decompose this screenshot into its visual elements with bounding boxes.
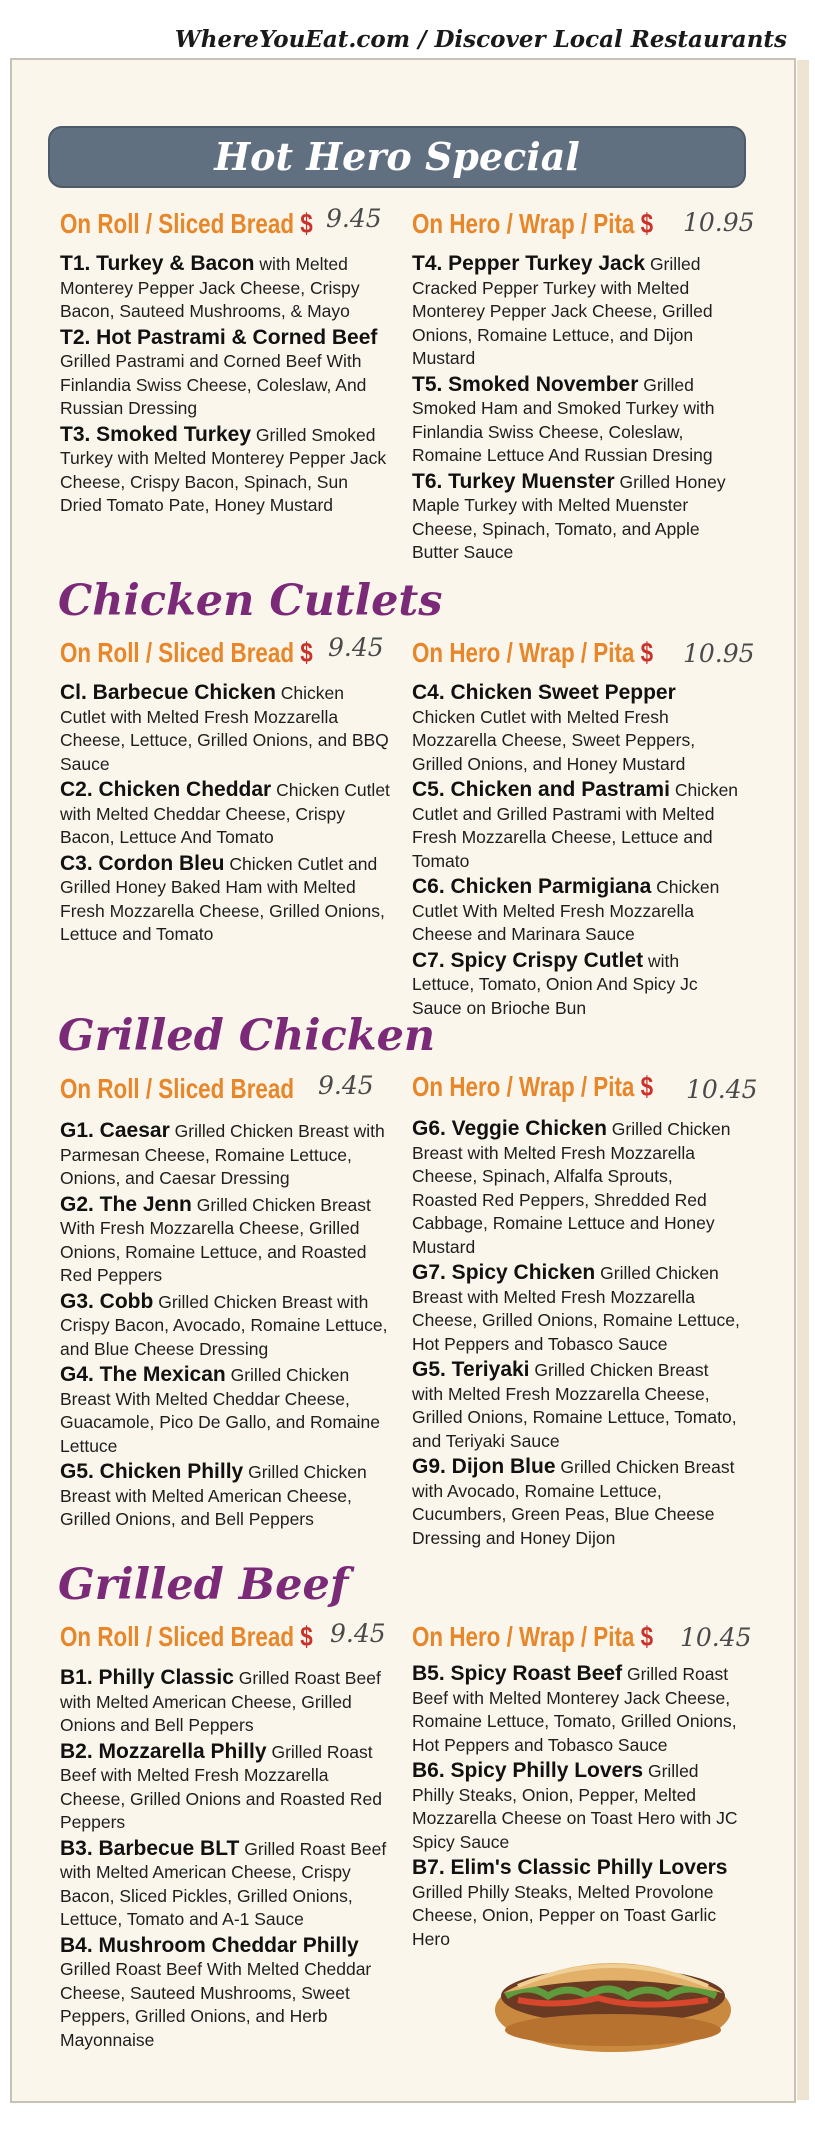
item-name: T5. Smoked November — [412, 372, 639, 396]
item-name: B4. Mushroom Cheddar Philly — [60, 1933, 359, 1957]
price-roll: 9.45 — [330, 1619, 386, 1648]
menu-item — [60, 778, 390, 850]
price-hero: 10.95 — [683, 639, 755, 668]
menu-item — [412, 1261, 742, 1356]
item-name: Cl. Barbecue Chicken — [60, 681, 276, 704]
section-title-grilled-chicken: Grilled Chicken — [58, 1011, 436, 1061]
menu-item — [60, 1837, 390, 1932]
item-list-left — [60, 1666, 390, 2054]
section-title-chicken-cutlets: Chicken Cutlets — [58, 576, 443, 626]
item-name: B5. Spicy Roast Beef — [412, 1662, 623, 1685]
item-name: B3. Barbecue BLT — [60, 1836, 240, 1860]
item-description: Chicken Cutlet and Grilled Pastrami with Melted Fresh Mozzarella Cheese, Lettuce and Tomato — [412, 780, 739, 871]
menu-item — [412, 681, 742, 776]
item-description: Grilled Philly Steaks, Onion, Pepper, Melted Mozzarella Cheese on Toast Hero with JC Spicy Sauce — [412, 1761, 738, 1852]
item-description: Grilled Chicken Breast With Fresh Mozzarella Cheese, Grilled Onions, Romaine Lettuce, and Roasted Red Peppers — [60, 1194, 371, 1285]
item-description: Chicken Cutlet with Melted Fresh Mozzarella Cheese, Sweet Peppers, Grilled Onions, and Honey Mustard — [412, 706, 696, 774]
item-description: Grilled Chicken Breast with Melted Fresh Mozzarella Cheese, Grilled Onions, Romaine Lettuce, Hot Peppers and Tobasco Sauce — [412, 1263, 740, 1354]
col-heading-hero: On Hero / Wrap / Pita $ — [412, 1071, 654, 1102]
col-heading-roll: On Roll / Sliced Bread $ — [60, 1621, 313, 1652]
menu-item — [412, 373, 742, 468]
item-name: C2. Chicken Cheddar — [60, 778, 272, 801]
menu-item — [412, 1455, 742, 1550]
item-name: G1. Caesar — [60, 1119, 170, 1142]
menu-item — [60, 1666, 390, 1738]
hot-hero-banner — [48, 126, 746, 188]
item-name: G3. Cobb — [60, 1289, 154, 1313]
item-description: Grilled Smoked Turkey with Melted Monterey Pepper Jack Cheese, Crispy Bacon, Spinach, Sun Dried Tomato Pate, Honey Mustard — [60, 424, 387, 515]
menu-item — [60, 252, 390, 324]
item-name: G5. Teriyaki — [412, 1358, 530, 1381]
item-description: Grilled Chicken Breast with Melted Fresh Mozzarella Cheese, Grilled Onions, Romaine Lettuce, Tomato, and Teriyaki Sauce — [412, 1360, 737, 1451]
menu-item — [412, 778, 742, 873]
item-description: Chicken Cutlet with Melted Fresh Mozzarella Cheese, Lettuce, Grilled Onions, and BBQ Sauce — [60, 683, 389, 774]
item-description: Chicken Cutlet With Melted Fresh Mozzarella Cheese and Marinara Sauce — [412, 877, 720, 944]
item-name: G6. Veggie Chicken — [412, 1117, 607, 1140]
item-description: Chicken Cutlet with Melted Cheddar Cheese, Crispy Bacon, Lettuce And Tomato — [60, 780, 390, 847]
item-name: T6. Turkey Muenster — [412, 469, 615, 493]
item-description: Grilled Chicken Breast with Melted Fresh Mozzarella Cheese, Spinach, Alfalfa Sprouts, Roasted Red Peppers, Shredded Red Cabbage, Romaine Lettuce and Honey Mustard — [412, 1119, 731, 1257]
menu-item — [60, 681, 390, 776]
menu-item — [412, 252, 742, 371]
menu-item — [412, 1759, 742, 1854]
menu-item — [60, 1934, 390, 2053]
item-description: Grilled Chicken Breast with Parmesan Cheese, Romaine Lettuce, Onions, and Caesar Dressing — [60, 1121, 385, 1188]
item-description: Chicken Cutlet and Grilled Honey Baked Ham with Melted Fresh Mozzarella Cheese, Grilled Onions, Lettuce and Tomato — [60, 853, 385, 944]
item-name: B7. Elim's Classic Philly Lovers — [412, 1856, 728, 1879]
col-heading-roll: On Roll / Sliced Bread $ — [60, 208, 313, 239]
item-description: Grilled Chicken Breast with Melted American Cheese, Grilled Onions, and Bell Peppers — [60, 1462, 367, 1529]
site-header[interactable]: WhereYouEat.com / Discover Local Restaurants — [174, 26, 787, 53]
item-description: Grilled Chicken Breast With Melted Cheddar Cheese, Guacamole, Pico De Gallo, and Romaine Lettuce — [60, 1365, 381, 1456]
item-name: B2. Mozzarella Philly — [60, 1739, 267, 1763]
item-list-right — [412, 1117, 742, 1552]
menu-item — [412, 1662, 742, 1757]
menu-item — [412, 949, 742, 1021]
item-description: Grilled Roast Beef with Melted Monterey Jack Cheese, Romaine Lettuce, Tomato, Grilled Onions, Hot Peppers and Tobasco Sauce — [412, 1664, 737, 1755]
item-description: Grilled Roast Beef With Melted Cheddar Cheese, Sauteed Mushrooms, Sweet Peppers, Grilled Onions, and Herb Mayonnaise — [60, 1959, 372, 2050]
item-name: T3. Smoked Turkey — [60, 422, 252, 446]
item-description: with Lettuce, Tomato, Onion And Spicy Jc Sauce on Brioche Bun — [412, 950, 698, 1018]
item-name: G5. Chicken Philly — [60, 1460, 244, 1483]
item-list-right — [412, 252, 742, 567]
menu-item — [412, 1117, 742, 1259]
item-list-right — [412, 681, 742, 1022]
item-list-left — [60, 1119, 390, 1534]
item-description: Grilled Roast Beef with Melted American Cheese, Grilled Onions and Bell Peppers — [60, 1668, 381, 1735]
item-list-left — [60, 252, 390, 520]
item-name: T2. Hot Pastrami & Corned Beef — [60, 325, 378, 349]
menu-item — [412, 875, 742, 947]
menu-item — [60, 852, 390, 947]
menu-item — [412, 1856, 742, 1951]
philly-sandwich-illustration — [488, 1938, 738, 2058]
item-description: Grilled Pastrami and Corned Beef With Finlandia Swiss Cheese, Coleslaw, And Russian Dressing — [60, 351, 367, 418]
page-edge — [797, 60, 809, 2100]
item-name: T1. Turkey & Bacon — [60, 252, 255, 275]
item-description: Grilled Chicken Breast with Crispy Bacon, Avocado, Romaine Lettuce, and Blue Cheese Dressing — [60, 1291, 388, 1359]
item-description: Grilled Cracked Pepper Turkey with Melted Monterey Pepper Jack Cheese, Grilled Onions, Romaine Lettuce, and Dijon Mustard — [412, 254, 713, 368]
item-name: B1. Philly Classic — [60, 1666, 234, 1689]
price-hero: 10.45 — [686, 1075, 758, 1104]
col-heading-hero: On Hero / Wrap / Pita $ — [412, 208, 654, 239]
section-title-grilled-beef: Grilled Beef — [58, 1560, 349, 1610]
item-name: G4. The Mexican — [60, 1363, 226, 1386]
item-name: G7. Spicy Chicken — [412, 1261, 596, 1284]
item-name: G9. Dijon Blue — [412, 1455, 556, 1478]
price-roll: 9.45 — [318, 1071, 374, 1100]
item-list-right — [412, 1662, 742, 1953]
item-name: C5. Chicken and Pastrami — [412, 778, 670, 801]
menu-item — [60, 1363, 390, 1458]
item-name: C3. Cordon Bleu — [60, 851, 225, 875]
menu-item — [412, 1358, 742, 1453]
col-heading-roll: On Roll / Sliced Bread — [60, 1073, 295, 1104]
menu-item — [60, 1119, 390, 1191]
col-heading-hero: On Hero / Wrap / Pita $ — [412, 637, 654, 668]
item-description: Grilled Chicken Breast with Avocado, Romaine Lettuce, Cucumbers, Green Peas, Blue Cheese Dressing and Honey Dijon — [412, 1457, 735, 1548]
item-description: Grilled Smoked Ham and Smoked Turkey with Finlandia Swiss Cheese, Coleslaw, Romaine Lettuce And Russian Dresing — [412, 374, 715, 465]
item-name: C6. Chicken Parmigiana — [412, 875, 652, 898]
price-roll: 9.45 — [328, 633, 384, 662]
section-title-hot-hero: Hot Hero Special — [214, 134, 580, 179]
item-description: Grilled Roast Beef with Melted American Cheese, Crispy Bacon, Sliced Pickles, Grilled Onions, Lettuce, Tomato and A-1 Sauce — [60, 1838, 387, 1929]
item-name: G2. The Jenn — [60, 1192, 192, 1216]
item-name: C7. Spicy Crispy Cutlet — [412, 948, 644, 972]
menu-item — [412, 470, 742, 565]
item-description: with Melted Monterey Pepper Jack Cheese, Crispy Bacon, Sauteed Mushrooms, & Mayo — [60, 254, 360, 321]
menu-item — [60, 326, 390, 421]
menu-item — [60, 1740, 390, 1835]
menu-item — [60, 423, 390, 518]
col-heading-hero: On Hero / Wrap / Pita $ — [412, 1621, 654, 1652]
item-description: Grilled Honey Maple Turkey with Melted Muenster Cheese, Spinach, Tomato, and Apple Butter Sauce — [412, 471, 726, 562]
price-roll: 9.45 — [326, 204, 382, 233]
price-hero: 10.45 — [680, 1623, 752, 1652]
item-list-left — [60, 681, 390, 949]
item-description: Grilled Roast Beef with Melted Fresh Mozzarella Cheese, Grilled Onions and Roasted Red Peppers — [60, 1741, 382, 1832]
item-name: T4. Pepper Turkey Jack — [412, 252, 646, 275]
menu-item — [60, 1290, 390, 1362]
item-description: Grilled Philly Steaks, Melted Provolone Cheese, Onion, Pepper on Toast Garlic Hero — [412, 1881, 717, 1949]
price-hero: 10.95 — [683, 208, 755, 237]
col-heading-roll: On Roll / Sliced Bread $ — [60, 637, 313, 668]
item-name: B6. Spicy Philly Lovers — [412, 1759, 644, 1782]
menu-item — [60, 1193, 390, 1288]
menu-item — [60, 1460, 390, 1532]
item-name: C4. Chicken Sweet Pepper — [412, 681, 676, 704]
